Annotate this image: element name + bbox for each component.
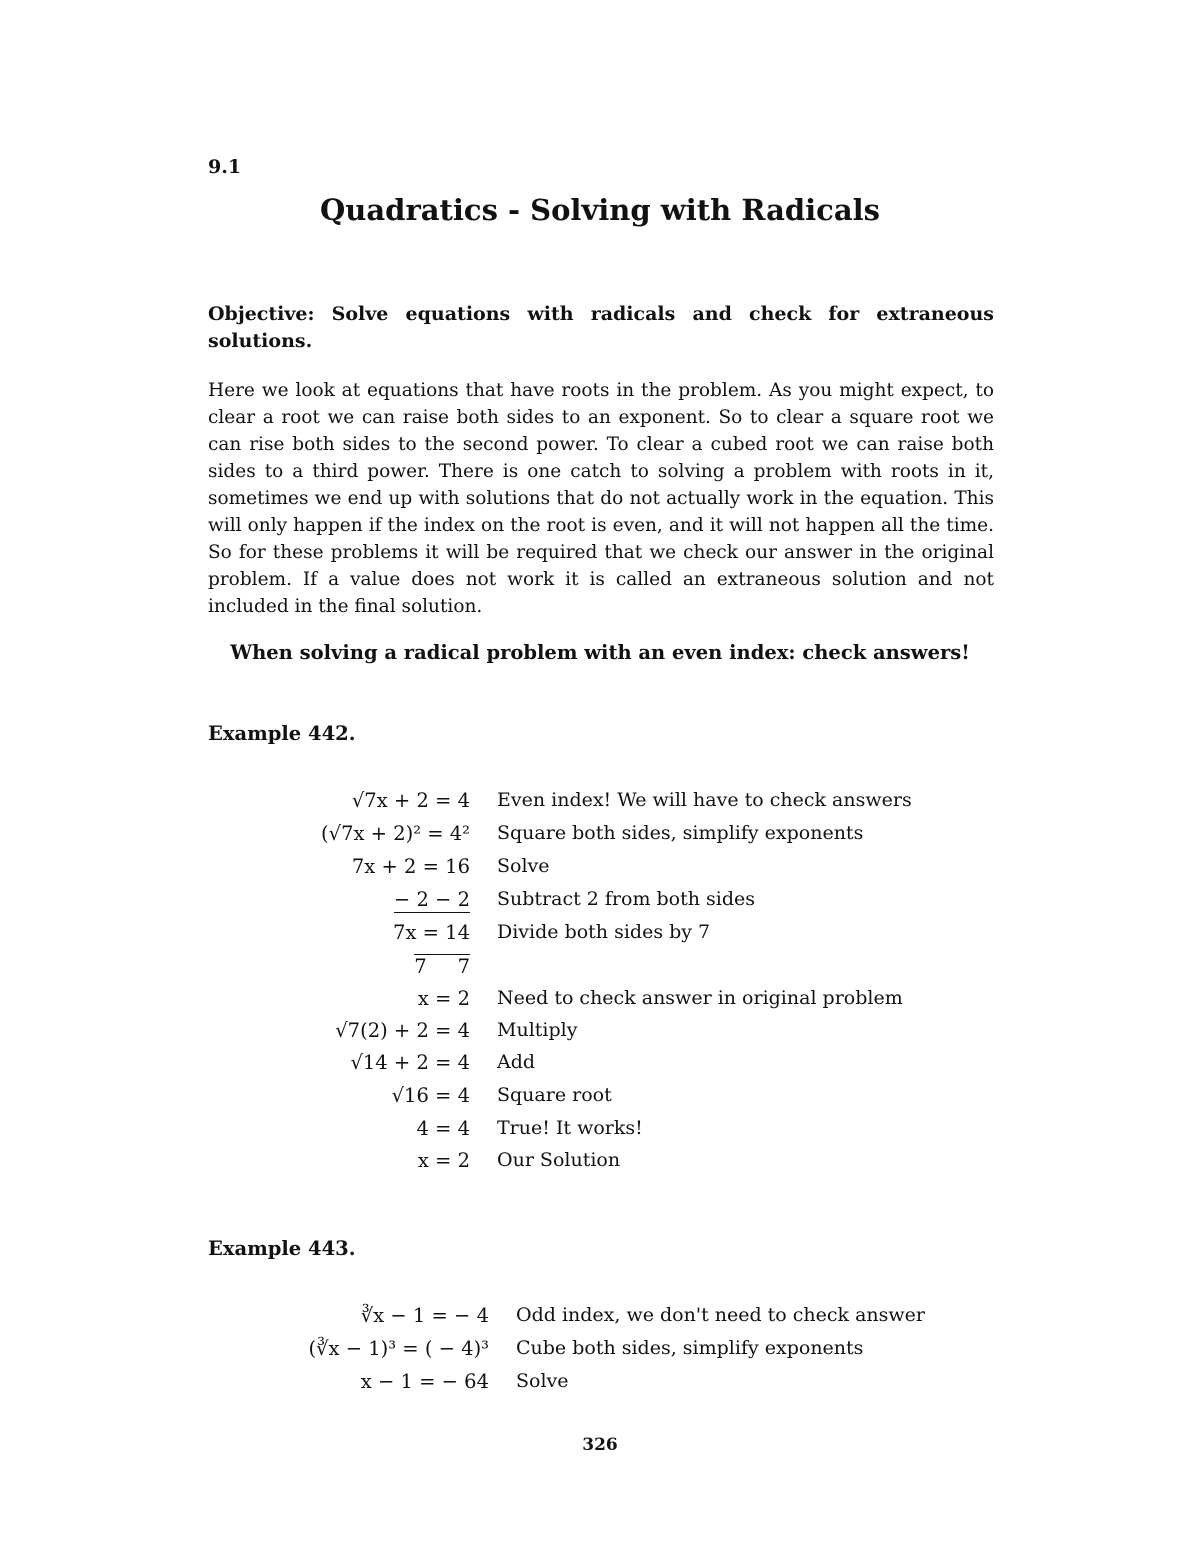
step-equation: ∛x − 1 = − 4 — [360, 1304, 489, 1327]
step-equation: 7x = 14 — [393, 921, 470, 944]
step-row — [0, 1370, 1200, 1402]
step-equation: (∛x − 1)³ = ( − 4)³ — [308, 1337, 489, 1360]
step-equation: − 2 − 2 — [393, 888, 470, 911]
step-row — [0, 954, 1200, 986]
step-row — [0, 987, 1200, 1019]
example-443-title: Example 443. — [208, 1237, 356, 1260]
step-note: Cube both sides, simplify exponents — [516, 1337, 864, 1359]
step-note: Square both sides, simplify exponents — [497, 822, 864, 844]
step-row — [0, 822, 1200, 854]
step-equation: 7x + 2 = 16 — [351, 855, 470, 878]
step-row — [0, 789, 1200, 821]
step-note: Odd index, we don't need to check answer — [516, 1304, 926, 1326]
step-note: True! It works! — [497, 1117, 643, 1139]
step-row — [0, 888, 1200, 920]
step-note: Even index! We will have to check answers — [497, 789, 912, 811]
step-row — [0, 1337, 1200, 1369]
example-442-title: Example 442. — [208, 722, 356, 745]
step-note: Add — [497, 1051, 536, 1073]
step-row — [0, 921, 1200, 953]
step-row — [0, 855, 1200, 887]
step-equation: x = 2 — [417, 987, 470, 1010]
step-note: Multiply — [497, 1019, 578, 1041]
step-equation: x = 2 — [417, 1149, 470, 1172]
page-title: Quadratics - Solving with Radicals — [320, 193, 880, 227]
page-number: 326 — [582, 1435, 618, 1455]
step-note: Divide both sides by 7 — [497, 921, 711, 943]
rule-statement: When solving a radical problem with an even index: check answers! — [230, 641, 970, 664]
step-equation: √7(2) + 2 = 4 — [335, 1019, 470, 1042]
step-row — [0, 1117, 1200, 1149]
intro-paragraph: Here we look at equations that have roots in the problem. As you might expect, to clear a root we can raise both sides to an exponent. So to clear a square root we can rise both sides to the second power. To clear a cubed root we can raise both sides to a third power. There is one catch to solving a problem with roots in it, sometimes we end up with solutions that do not actually work in the equation. This will only happen if the index on the root is even, and it will not happen all the time. So for these problems it will be required that we check our answer in the original problem. If a value does not work it is called an extraneous solution and not included in the final solution. — [208, 380, 994, 617]
step-note: Need to check answer in original problem — [497, 987, 903, 1009]
step-equation: (√7x + 2)² = 4² — [321, 822, 470, 845]
section-number: 9.1 — [208, 156, 242, 178]
step-row — [0, 1149, 1200, 1181]
step-equation: 7 7 — [414, 955, 470, 978]
step-row — [0, 1019, 1200, 1051]
step-row — [0, 1304, 1200, 1336]
step-equation: √16 = 4 — [391, 1084, 470, 1107]
step-equation: √7x + 2 = 4 — [351, 789, 470, 812]
step-row — [0, 1051, 1200, 1083]
step-note: Our Solution — [497, 1149, 621, 1171]
step-note: Solve — [497, 855, 550, 877]
step-equation: x − 1 = − 64 — [360, 1370, 489, 1393]
objective: Objective: Solve equations with radicals and check for extraneous solutions. — [208, 303, 994, 352]
step-note: Subtract 2 from both sides — [497, 888, 756, 910]
step-equation: 4 = 4 — [416, 1117, 470, 1140]
step-note: Solve — [516, 1370, 569, 1392]
step-row — [0, 1084, 1200, 1116]
step-note: Square root — [497, 1084, 612, 1106]
step-equation: √14 + 2 = 4 — [350, 1051, 470, 1074]
